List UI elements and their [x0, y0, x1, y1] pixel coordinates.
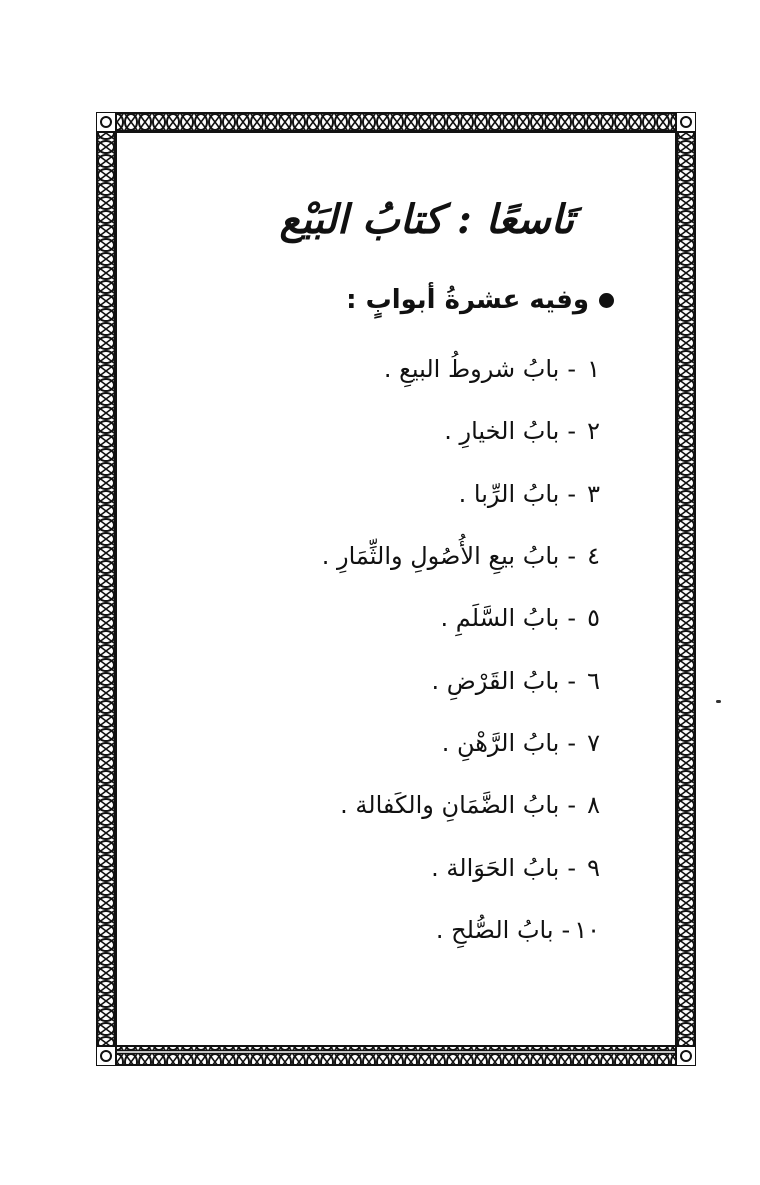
list-item	[322, 649, 600, 711]
chapter-number: ٩	[587, 853, 600, 882]
chapter-number: ٧	[587, 728, 600, 757]
chapter-dash: -	[567, 791, 576, 820]
list-item	[322, 400, 600, 462]
chapter-number: ١	[587, 355, 600, 384]
chapter-label: بابُ الخيارِ .	[444, 417, 560, 446]
chapter-dash: -	[567, 728, 576, 757]
chapters-intro-text: وفيه عشرةُ أبوابٍ :	[346, 285, 589, 315]
chapter-number: ٤	[587, 542, 600, 571]
chapter-number: ٥	[587, 604, 600, 633]
list-item	[322, 836, 600, 898]
chapter-number: ٢	[587, 417, 600, 446]
chapter-label: بابُ شروطُ البيعِ .	[383, 355, 560, 384]
chapter-dash: -	[567, 542, 576, 571]
chapter-dash: -	[561, 915, 571, 944]
chapter-dash: -	[567, 604, 576, 633]
list-item	[322, 338, 600, 400]
chapter-label: بابُ بيعِ الأُصُولِ والثِّمَارِ .	[321, 542, 560, 571]
chapter-number: ٦	[587, 666, 600, 695]
chapter-label: بابُ الضَّمَانِ والكَفالة .	[340, 791, 560, 820]
chapter-dash: -	[567, 479, 576, 508]
list-item	[322, 712, 600, 774]
chapter-label: بابُ السَّلَمِ .	[440, 604, 560, 633]
list-item	[322, 899, 600, 961]
chapter-number: ٨	[587, 791, 600, 820]
chapter-dash: -	[567, 355, 576, 384]
chapter-list	[322, 338, 600, 961]
list-item	[322, 463, 600, 525]
chapter-label: بابُ القَرْضِ .	[431, 666, 560, 695]
chapter-label: بابُ الحَوَالة .	[431, 853, 560, 882]
bullet-icon	[599, 293, 614, 308]
chapter-label: بابُ الصُّلحِ .	[435, 915, 554, 944]
chapter-number: ٣	[587, 479, 600, 508]
section-title: تَاسعًا : كتابُ البَيْع	[279, 196, 574, 243]
list-item	[322, 587, 600, 649]
chapter-label: بابُ الرَّهْنِ .	[441, 728, 560, 757]
scan-speck	[716, 700, 721, 703]
chapters-intro	[346, 280, 614, 320]
list-item	[322, 774, 600, 836]
chapter-dash: -	[567, 417, 576, 446]
chapter-dash: -	[567, 853, 576, 882]
chapter-number: ١٠	[574, 915, 600, 944]
chapter-dash: -	[567, 666, 576, 695]
chapter-label: بابُ الرِّبا .	[458, 479, 560, 508]
list-item	[322, 525, 600, 587]
